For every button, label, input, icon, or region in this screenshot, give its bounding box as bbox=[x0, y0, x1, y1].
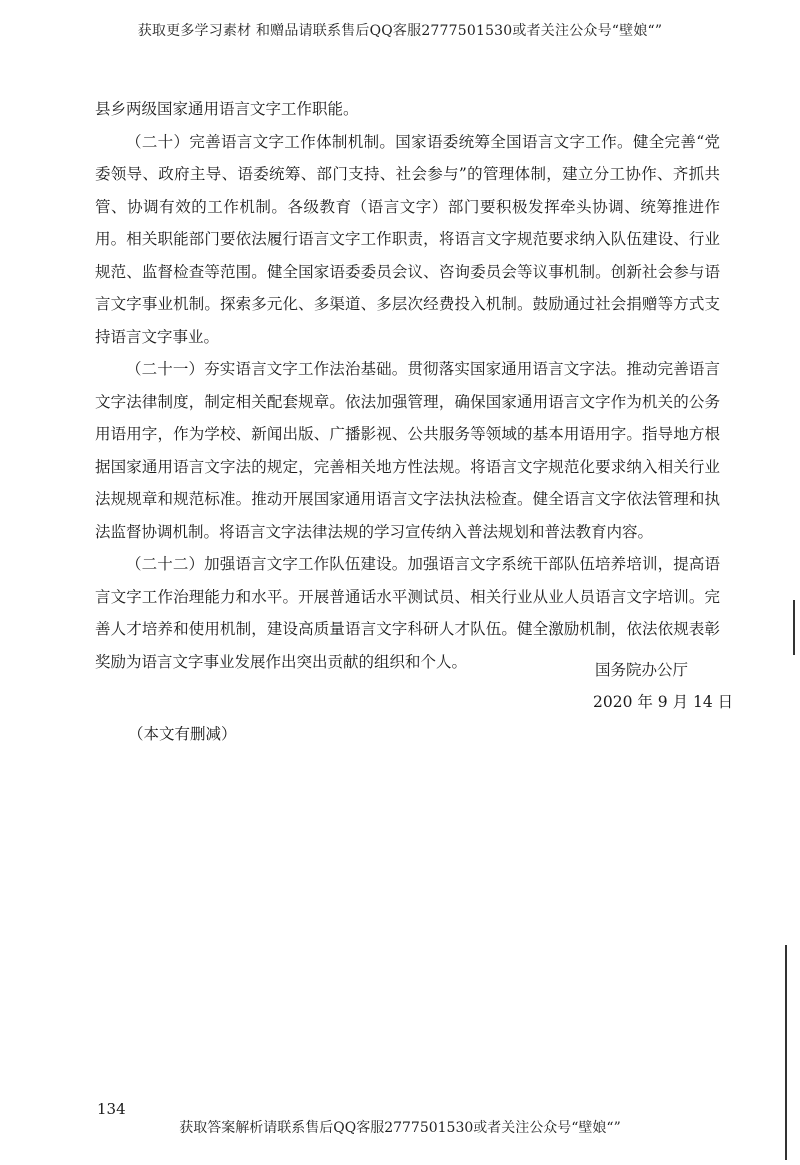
signature-date: 2020 年 9 月 14 日 bbox=[593, 693, 734, 711]
paragraph-21: （二十一）夯实语言文字工作法治基础。贯彻落实国家通用语言文字法。推动完善语言文字法律制度，制定相关配套规章。依法加强管理，确保国家通用语言文字作为机关的公务用语用字，作为学校、新闻出版、广播影视、公共服务等领域的基本用语用字。指导地方根据国家通用语言文字法的规定，完善相关地方性法规。将语言文字规范化要求纳入相关行业法规规章和规范标准。推动开展国家通用语言文字法执法检查。健全语言文字依法管理和执法监督协调机制。将语言文字法律法规的学习宣传纳入普法规划和普法教育内容。 bbox=[95, 360, 720, 541]
header-watermark-text: 获取更多学习素材 和赠品请联系售后QQ客服2777501530或者关注公众号“壁娘“” bbox=[137, 23, 663, 39]
document-body bbox=[95, 93, 720, 678]
footer-watermark-text: 获取答案解析请联系售后QQ客服2777501530或者关注公众号“壁娘“” bbox=[179, 1120, 621, 1136]
paragraph-22: （二十二）加强语言文字工作队伍建设。加强语言文字系统干部队伍培养培训，提高语言文字工作治理能力和水平。开展普通话水平测试员、相关行业从业人员语言文字培训。完善人才培养和使用机制，建设高质量语言文字科研人才队伍。健全激励机制，依法依规表彰奖励为语言文字事业发展作出突出贡献的组织和个人。 bbox=[95, 555, 720, 671]
paragraph-20: （二十）完善语言文字工作体制机制。国家语委统筹全国语言文字工作。健全完善“党委领导、政府主导、语委统筹、部门支持、社会参与”的管理体制，建立分工协作、齐抓共管、协调有效的工作机制。各级教育（语言文字）部门要积极发挥牵头协调、统筹推进作用。相关职能部门要依法履行语言文字工作职责，将语言文字规范要求纳入队伍建设、行业规范、监督检查等范围。健全国家语委委员会议、咨询委员会等议事机制。创新社会参与语言文字事业机制。探索多元化、多渠道、多层次经费投入机制。鼓励通过社会捐赠等方式支持语言文字事业。 bbox=[95, 132, 720, 346]
scan-edge-mark bbox=[793, 600, 795, 655]
scan-edge-mark bbox=[785, 945, 787, 1160]
signature-organization: 国务院办公厅 bbox=[595, 661, 689, 679]
abridged-note: （本文有删减） bbox=[128, 725, 237, 743]
paragraph-continuation: 县乡两级国家通用语言文字工作职能。 bbox=[95, 100, 359, 118]
page-number: 134 bbox=[97, 1100, 126, 1118]
